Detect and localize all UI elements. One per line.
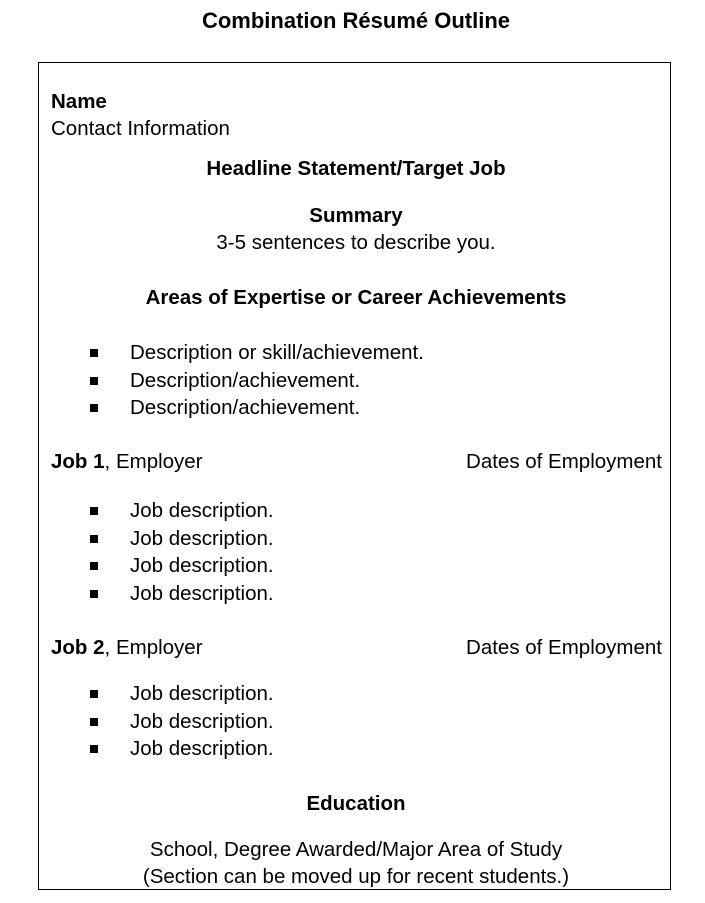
summary-heading: Summary	[309, 204, 403, 227]
expertise-heading: Areas of Expertise or Career Achievements	[145, 286, 567, 309]
bullet-icon	[90, 562, 98, 570]
bullet-icon	[90, 745, 98, 753]
bullet-icon	[90, 590, 98, 598]
bullet-icon	[90, 690, 98, 698]
bullet-icon	[90, 507, 98, 515]
resume-outline-box	[38, 62, 671, 890]
job-1-employer: , Employer	[104, 450, 203, 473]
job-description-text: Job description.	[130, 709, 274, 733]
bullet-icon	[90, 377, 98, 385]
job-2-header	[51, 635, 203, 661]
job-description-text: Job description.	[130, 581, 274, 605]
education-heading: Education	[306, 792, 406, 815]
name-label: Name	[51, 90, 107, 113]
job-description-text: Job description.	[130, 526, 274, 550]
job-description-text: Job description.	[130, 682, 274, 705]
job-description-text: Job description.	[130, 499, 274, 522]
education-line-1: School, Degree Awarded/Major Area of Study	[149, 838, 563, 861]
expertise-item-text: Description or skill/achievement.	[130, 341, 424, 364]
job-2-employer: , Employer	[104, 636, 203, 659]
job-1-label: Job 1	[51, 450, 105, 473]
job-1-header	[51, 449, 203, 475]
job-1-dates: Dates of Employment	[466, 450, 662, 473]
bullet-icon	[90, 718, 98, 726]
expertise-item-text: Description/achievement.	[130, 396, 361, 419]
job-2-dates: Dates of Employment	[466, 636, 662, 659]
contact-information: Contact Information	[51, 117, 230, 140]
page-title: Combination Résumé Outline	[201, 8, 511, 33]
job-description-text: Job description.	[130, 737, 274, 760]
bullet-icon	[90, 535, 98, 543]
summary-text: 3-5 sentences to describe you.	[216, 231, 496, 254]
headline-statement: Headline Statement/Target Job	[206, 157, 506, 180]
job-2-label: Job 2	[51, 636, 105, 659]
job-description-text: Job description.	[130, 554, 274, 577]
education-line-2: (Section can be moved up for recent students.)	[142, 865, 570, 888]
expertise-item-text: Description/achievement.	[130, 368, 361, 392]
bullet-icon	[90, 404, 98, 412]
bullet-icon	[90, 349, 98, 357]
